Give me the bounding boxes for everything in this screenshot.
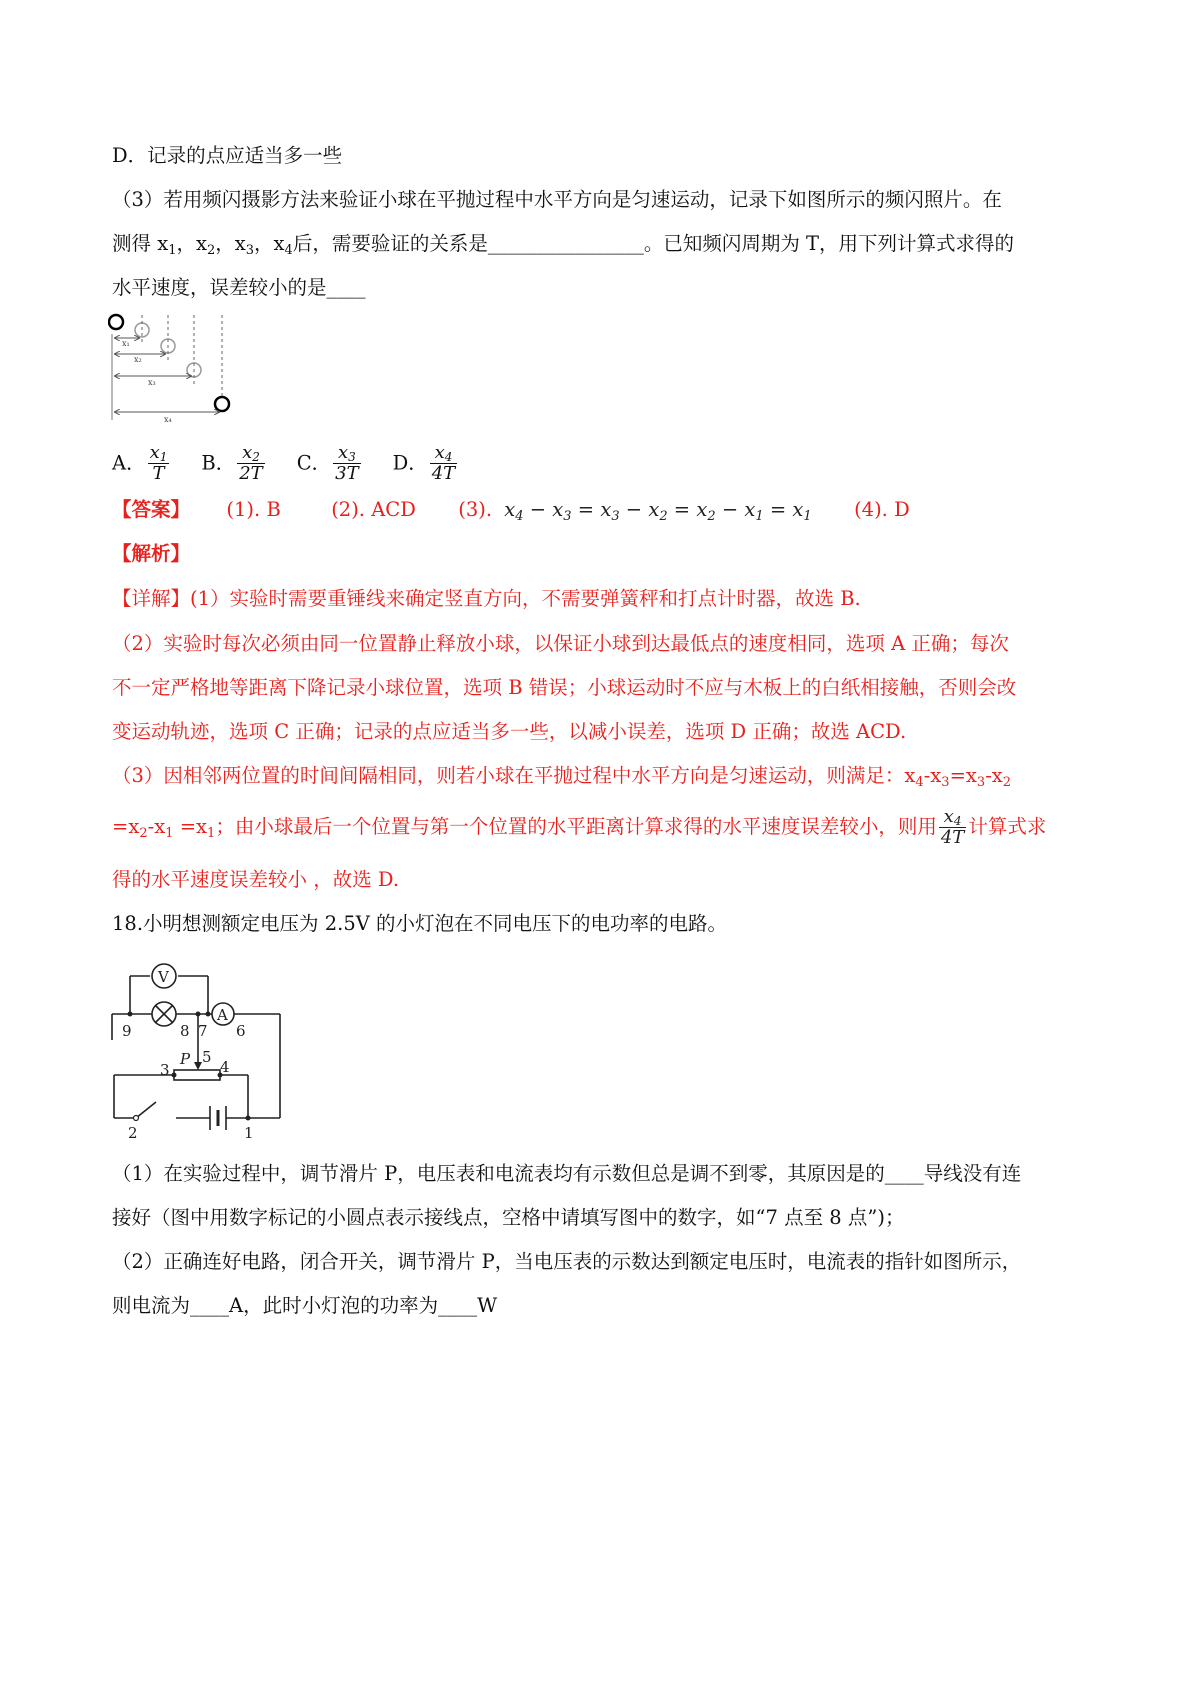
q18-title: 18.小明想测额定电压为 2.5V 的小灯泡在不同电压下的电功率的电路。 — [112, 912, 728, 935]
node-label-2: 2 — [128, 1124, 138, 1142]
answer-label: 【答案】 — [112, 498, 191, 521]
q18-part2-line1: （2）正确连好电路，闭合开关，调节滑片 P，当电压表的示数达到额定电压时，电流表的指针如图所示， — [112, 1250, 1022, 1273]
detail-part2-line3: 变运动轨迹，选项 C 正确；记录的点应适当多一些，以减小误差，选项 D 正确；故选 ACD. — [112, 720, 907, 743]
q17-part3-text: 测得 x — [112, 232, 169, 255]
strobe-photo-figure — [108, 312, 248, 452]
node-label-6: 6 — [236, 1022, 246, 1040]
x2-label: x₂ — [134, 355, 142, 364]
detail-part3-line1: （3）因相邻两位置的时间间隔相同，则若小球在平抛过程中水平方向是匀速运动，则满足：$x_4-x_3=x_3-x_2$ — [112, 764, 1012, 790]
answer-3-equation: $x_4 - x_3 = x_3 - x_2 = x_2 - x_1 = x_1$ — [504, 498, 812, 524]
x1-label: x₁ — [122, 339, 130, 348]
fraction-x4-over-4T: $\frac{x_4}{4T}$ — [940, 806, 965, 848]
node-label-5: 5 — [202, 1048, 212, 1066]
answer-2: (2). ACD — [331, 498, 416, 521]
node-label-9: 9 — [122, 1022, 132, 1040]
option-b: B． $\frac{x_2}{2T}$ — [201, 442, 263, 485]
detail-part2-line2: 不一定严格地等距离下降记录小球位置，选项 B 错误；小球运动时不应与木板上的白纸相接触，否则会改 — [112, 676, 1017, 699]
x3-label: x₃ — [148, 378, 156, 387]
node-label-7: 7 — [198, 1022, 208, 1040]
option-fraction: $\frac{x_3}{3T}$ — [335, 442, 359, 485]
option-fraction: $\frac{x_2}{2T}$ — [239, 442, 263, 485]
answer-3-label: (3). — [458, 498, 493, 521]
q17-options-row — [112, 440, 459, 486]
q18-part1-line1: （1）在实验过程中，调节滑片 P，电压表和电流表均有示数但总是调不到零，其原因是的____导线没有连 — [112, 1162, 1022, 1185]
node-label-8: 8 — [180, 1022, 190, 1040]
ammeter-label: A — [217, 1006, 228, 1024]
option-d: D． $\frac{x_4}{4T}$ — [392, 442, 456, 485]
ball-4 — [215, 397, 229, 411]
q18-part2-line2: 则电流为____A，此时小灯泡的功率为____W — [112, 1294, 498, 1317]
node-label-4: 4 — [220, 1058, 230, 1076]
q17-part3-line3: 水平速度，误差较小的是____ — [112, 276, 366, 299]
option-c: C． $\frac{x_3}{3T}$ — [296, 442, 359, 485]
option-a: A． $\frac{x_1}{T}$ — [112, 442, 168, 485]
q17-part3-line1: （3）若用频闪摄影方法来验证小球在平抛过程中水平方向是匀速运动，记录下如图所示的频闪照片。在 — [112, 188, 1002, 211]
q18-part1-line2: 接好（图中用数字标记的小圆点表示接线点，空格中请填写图中的数字，如“7 点至 8 点”)； — [112, 1206, 905, 1229]
answer-line — [112, 496, 910, 524]
x4-label: x₄ — [164, 415, 172, 424]
slider-label: P — [180, 1050, 191, 1068]
circuit-diagram — [108, 958, 308, 1144]
option-fraction: $\frac{x_4}{4T}$ — [431, 442, 456, 485]
detail-part2-line1: （2）实验时每次必须由同一位置静止释放小球，以保证小球到达最低点的速度相同，选项 A 正确；每次 — [112, 632, 1009, 655]
answer-4: (4). D — [854, 498, 910, 521]
node-label-3: 3 — [160, 1061, 170, 1079]
voltmeter-label: V — [158, 968, 169, 986]
answer-1: (1). B — [226, 498, 281, 521]
detail-part3-line2: $=x_2-x_1 =x_1$；由小球最后一个位置与第一个位置的水平距离计算求得的水平速度误差较小，则用 $\frac{x_4}{4T}$ 计算式求 — [112, 806, 1047, 848]
q17-part3-line2: 测得 $x_1$，$x_2$，$x_3$，$x_4$后，需要验证的关系是________________。已知频闪周期为 T，用下列计算式求得的 — [112, 232, 1015, 258]
option-fraction: $\frac{x_1}{T}$ — [149, 442, 168, 485]
ball-0 — [109, 315, 123, 329]
detail-part1: 【详解】(1）实验时需要重锤线来确定竖直方向，不需要弹簧秤和打点计时器，故选 B. — [112, 587, 861, 610]
analysis-label: 【解析】 — [112, 542, 191, 565]
node-label-1: 1 — [244, 1124, 254, 1142]
q17-option-d: D．记录的点应适当多一些 — [112, 144, 343, 167]
detail-part3-line3: 得的水平速度误差较小 ，故选 D. — [112, 868, 400, 891]
